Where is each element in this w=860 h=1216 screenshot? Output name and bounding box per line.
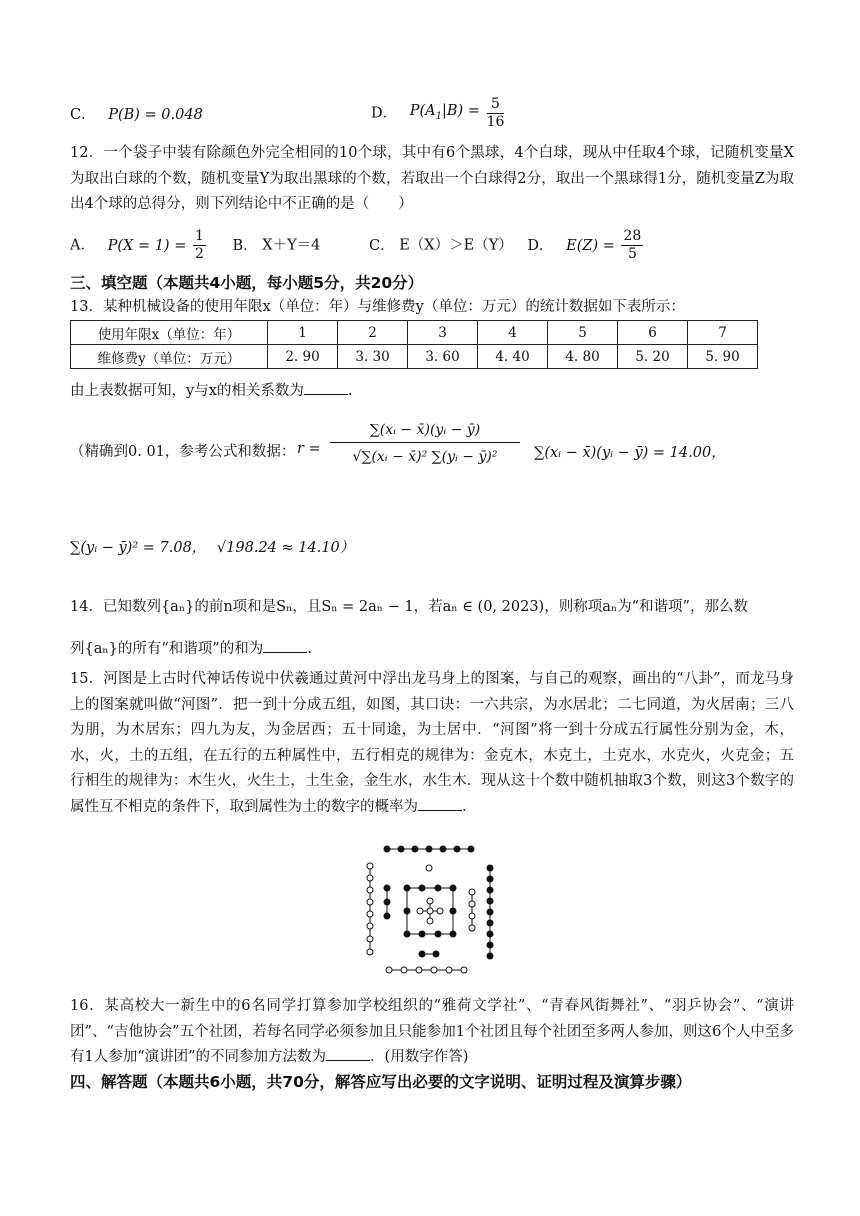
q11-option-c: C． P(B) = 0.048 xyxy=(70,107,203,123)
q14-line1: 14．已知数列{aₙ}的前n项和是Sₙ，且Sₙ = 2aₙ − 1，若aₙ ∈ (0, 2023)，则称项aₙ为“和谐项”，那么数 xyxy=(70,599,748,615)
table-cell: 4. 80 xyxy=(548,345,618,369)
answer-blank xyxy=(304,380,348,395)
section-3-title: 三、填空题（本题共4小题，每小题5分，共20分） xyxy=(70,274,424,292)
table-cell: 5. 90 xyxy=(688,345,758,369)
hetu-figure xyxy=(360,842,500,978)
table-cell: 使用年限x（单位：年） xyxy=(71,321,268,345)
q14-line2: 列{aₙ}的所有“和谐项”的和为 . xyxy=(70,638,312,660)
answer-blank xyxy=(418,796,462,811)
table-cell: 3. 30 xyxy=(338,345,408,369)
answer-blank xyxy=(326,1046,370,1061)
table-cell: 2. 90 xyxy=(268,345,338,369)
table-cell: 2 xyxy=(338,321,408,345)
table-cell: 3 xyxy=(408,321,478,345)
q13-given-line: ∑(yᵢ − ȳ)² = 7.08， √198.24 ≈ 14.10） xyxy=(70,540,355,556)
q11-option-d: D． $P(A_1|B)$ = $\frac{5}{16}$ xyxy=(371,96,505,130)
table-row xyxy=(71,345,758,369)
hetu-center-five xyxy=(417,898,443,924)
table-cell: 5 xyxy=(548,321,618,345)
q12-options: A． P(X = 1) = $\frac{1}{2}$ B． X＋Y＝4 C． E（X）＞E（Y） D． E(Z) = $\frac{28}{5}$ xyxy=(70,228,642,262)
q13-intro: 13．某种机械设备的使用年限x（单位：年）与维修费y（单位：万元）的统计数据如下表所示： xyxy=(70,299,685,315)
formula-r-label: r = xyxy=(297,441,321,457)
answer-blank xyxy=(263,638,307,653)
table-cell: 6 xyxy=(618,321,688,345)
section-4-title: 四、解答题（本题共6小题，共70分，解答应写出必要的文字说明、证明过程及演算步骤） xyxy=(70,1073,692,1091)
table-row xyxy=(71,321,758,345)
q13-ref-prefix: （精确到0. 01，参考公式和数据： xyxy=(70,444,296,460)
q12-stem: 12．一个袋子中装有除颜色外完全相同的10个球，其中有6个黑球，4个白球，现从中任取4个球，记随机变量X为取出白球的个数，随机变量Y为取出黑球的个数，若取出一个白球得2分，取出一个黑球得1分，随机变量Z为取出4个球的总得分，则下列结论中不正确的是（ ） xyxy=(70,145,794,212)
table-cell: 1 xyxy=(268,321,338,345)
table-cell: 4 xyxy=(478,321,548,345)
table-cell: 3. 60 xyxy=(408,345,478,369)
q16-text: 16．某高校大一新生中的6名同学打算参加学校组织的“雅荷文学社”、“青春风街舞社”、“羽乒协会”、“演讲团”、“吉他协会”五个社团，若每名同学必须参加且只能参加1个社团且每个社团至多两人参加，则这6个人中至多有1人参加“演讲团”的不同参加方法数为 ．(用数字作答) xyxy=(70,998,794,1065)
hetu-top-seven xyxy=(384,846,474,852)
hetu-top-one xyxy=(426,865,432,871)
table-cell: 4. 40 xyxy=(478,345,548,369)
table-cell: 7 xyxy=(688,321,758,345)
given-sum-xy: ∑(xᵢ − x̄)(yᵢ − ȳ) = 14.00， xyxy=(534,445,726,461)
table-cell: 5. 20 xyxy=(618,345,688,369)
q13-table xyxy=(70,320,758,369)
hetu-left-three xyxy=(384,885,390,919)
q13-question: 由上表数据可知，y与x的相关系数为 . xyxy=(70,380,352,402)
formula-r-fraction: ∑(xᵢ − x̄)(yᵢ − ȳ) √∑(xᵢ − x̄)² ∑(yᵢ − ȳ)² xyxy=(330,418,520,471)
hetu-right-nine xyxy=(487,865,493,959)
q15-text: 15．河图是上古时代神话传说中伏羲通过黄河中浮出龙马身上的图案，与自己的观察，画出的“八卦”，而龙马身上的图案就叫做“河图”．把一到十分成五组，如图，其口诀：一六共宗，为水居北；二七同道，为火居南；三八为朋，为木居东；四九为友，为金居西；五十同途，为土居中．“河图”将一到十分成五行属性分别为金，木，水，火，土的五组，在五行的五种属性中，五行相克的规律为：金克木，木克土，土克水，水克火，火克金；五行相生的规律为：木生火，火生土，土生金，金生水，水生木．现从这十个数中随机抽取3个数，则这3个数字的属性互不相克的条件下，取到属性为土的数字的概率为 . xyxy=(70,671,794,815)
table-cell: 维修费y（单位：万元） xyxy=(71,345,268,369)
